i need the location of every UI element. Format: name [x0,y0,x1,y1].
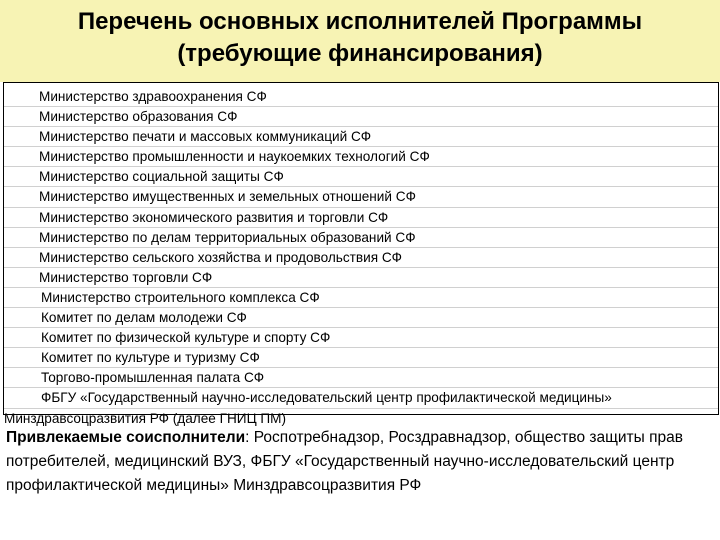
co-executors-paragraph [6,426,714,498]
list-item: Министерство по делам территориальных образований СФ [4,228,718,248]
list-item: Министерство имущественных и земельных отношений СФ [4,187,718,207]
list-item: Министерство сельского хозяйства и продовольствия СФ [4,248,718,268]
list-item: Торгово-промышленная палата СФ [4,368,718,388]
list-item: Министерство строительного комплекса СФ [4,288,718,308]
list-item: Министерство здравоохранения СФ [4,87,718,107]
list-item: Комитет по физической культуре и спорту СФ [4,328,718,348]
title-line-1: Перечень основных исполнителей Программы [77,8,643,35]
list-item: Министерство промышленности и наукоемких технологий СФ [4,147,718,167]
list-item: ФБГУ «Государственный научно-исследовательский центр профилактической медицины» [4,388,718,408]
executors-list [3,82,719,426]
list-item: Министерство печати и массовых коммуникаций СФ [4,127,718,147]
list-item: Комитет по делам молодежи СФ [4,308,718,328]
title-line-2: (требующие финансирования) [177,40,543,67]
list-item: Министерство образования СФ [4,107,718,127]
list-item: Министерство социальной защиты СФ [4,167,718,187]
page-title [0,6,720,70]
list-item: Министерство торговли СФ [4,268,718,288]
co-executors-text: : Роспотребнадзор, Росздравнадзор, общество защиты прав потребителей, медицинский ВУЗ, ФБГУ «Государственный научно-исследовательский центр профилактической медицины» Минздравсоцразвития РФ [6,429,683,494]
list-item: Минздравсоцразвития РФ (далее ГНИЦ ПМ) [4,410,287,426]
co-executors-label: Привлекаемые соисполнители [6,429,246,446]
list-item: Комитет по культуре и туризму СФ [4,348,718,368]
list-item: Министерство экономического развития и торговли СФ [4,208,718,228]
